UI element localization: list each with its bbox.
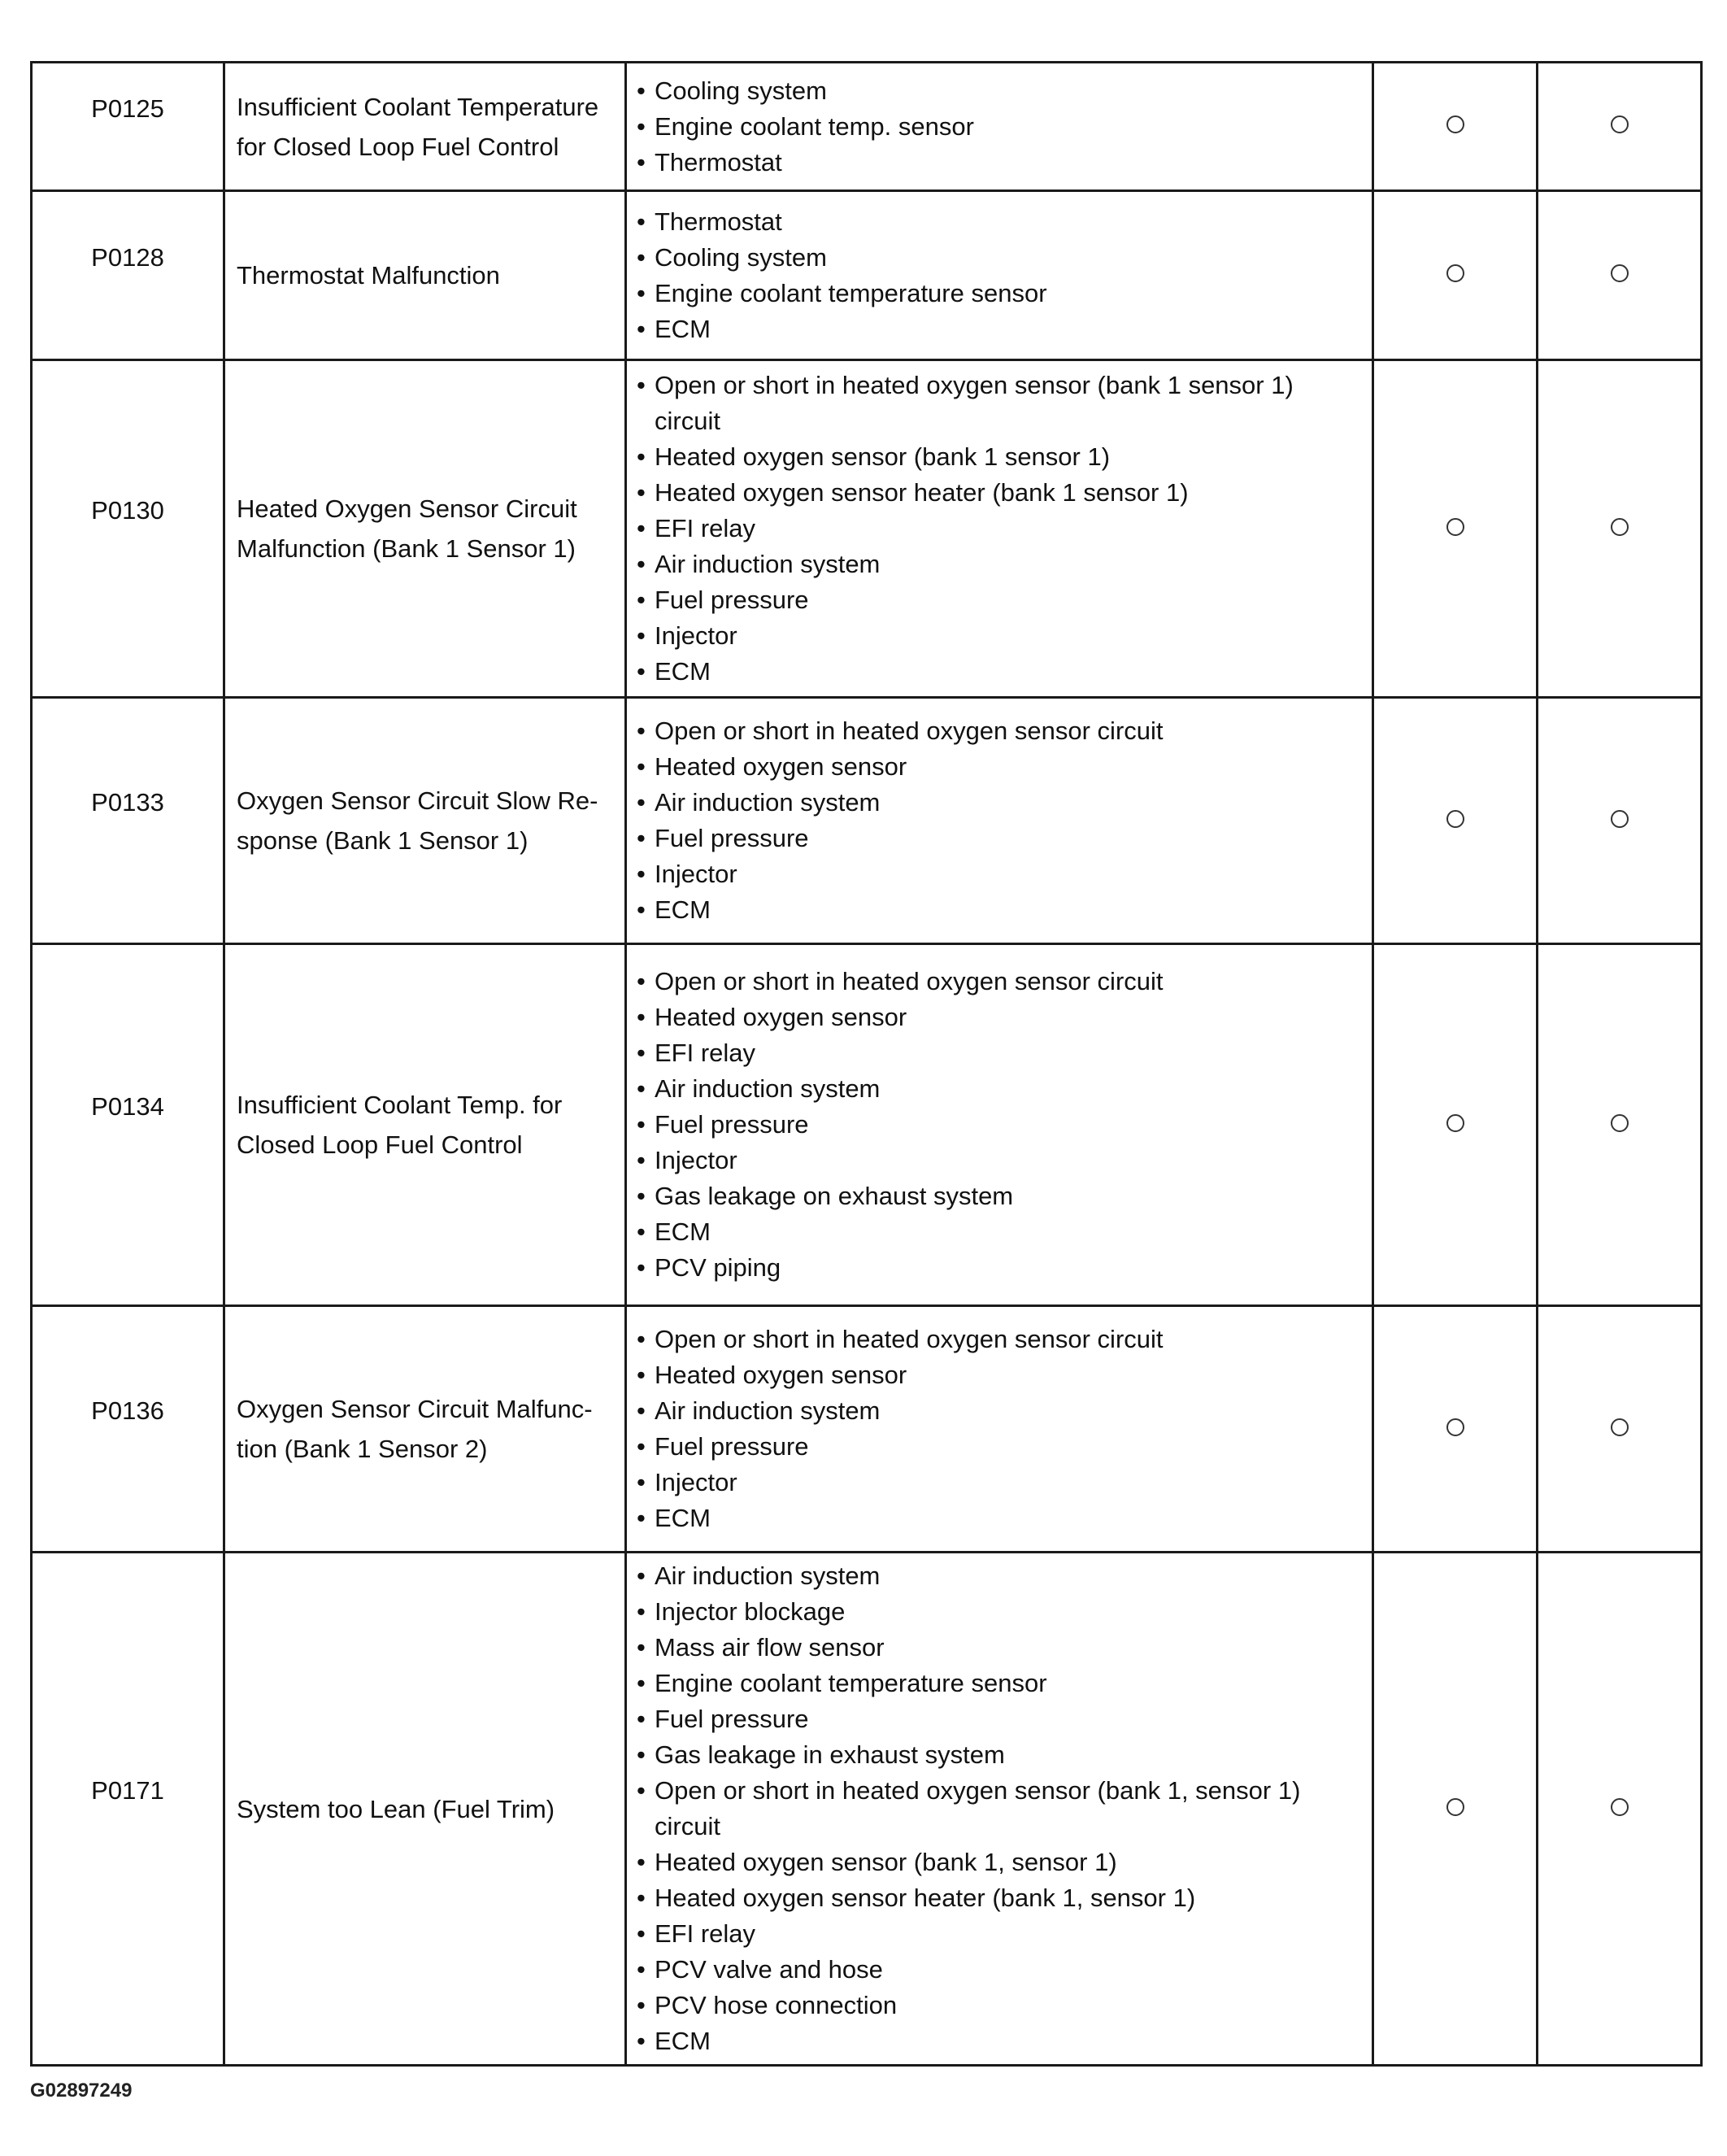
mark-cell — [1373, 191, 1538, 360]
trouble-area-item: • Gas leakage on exhaust system — [637, 1178, 1364, 1214]
dtc-code-cell — [32, 944, 224, 1306]
trouble-area-item: • Injector blockage — [637, 1594, 1364, 1630]
circle-mark-icon — [1611, 264, 1629, 282]
trouble-area-item: • ECM — [637, 2023, 1364, 2059]
trouble-area-cell — [626, 360, 1373, 698]
trouble-area-item: • Open or short in heated oxygen sensor circuit — [637, 964, 1364, 1000]
dtc-code-cell — [32, 191, 224, 360]
detection-item-line: sponse (Bank 1 Sensor 1) — [237, 826, 529, 855]
trouble-area-item: • Cooling system — [637, 240, 1364, 276]
trouble-area-item: • Heated oxygen sensor heater (bank 1 sensor 1) — [637, 475, 1364, 511]
circle-mark-icon — [1446, 1418, 1464, 1436]
trouble-area-item: • EFI relay — [637, 511, 1364, 547]
circle-mark-icon — [1611, 1418, 1629, 1436]
detection-item-line: Heated Oxygen Sensor Circuit — [237, 494, 577, 523]
circle-mark-icon — [1611, 518, 1629, 536]
detection-item-line: Oxygen Sensor Circuit Malfunc- — [237, 1395, 593, 1423]
figure-id-label: G02897249 — [30, 2080, 133, 2102]
trouble-area-item: • Engine coolant temp. sensor — [637, 109, 1364, 145]
dtc-table-body — [32, 63, 1702, 2066]
detection-item-line: System too Lean (Fuel Trim) — [237, 1794, 555, 1823]
trouble-area-list — [637, 964, 1364, 1286]
detection-item-cell — [224, 1306, 626, 1553]
detection-item-line: for Closed Loop Fuel Control — [237, 132, 559, 161]
trouble-area-item: • Open or short in heated oxygen sensor (bank 1 sensor 1) circuit — [637, 368, 1364, 439]
trouble-area-item: • Open or short in heated oxygen sensor (bank 1, sensor 1) circuit — [637, 1773, 1364, 1845]
trouble-area-item: • Heated oxygen sensor — [637, 1357, 1364, 1393]
trouble-area-item: • PCV hose connection — [637, 1988, 1364, 2023]
trouble-area-item: • Heated oxygen sensor (bank 1 sensor 1) — [637, 439, 1364, 475]
circle-mark-icon — [1446, 264, 1464, 282]
dtc-code-cell — [32, 698, 224, 944]
trouble-area-item: • Air induction system — [637, 785, 1364, 821]
trouble-area-item: • ECM — [637, 892, 1364, 928]
trouble-area-item: • Mass air flow sensor — [637, 1630, 1364, 1666]
trouble-area-cell — [626, 1553, 1373, 2066]
trouble-area-item: • Air induction system — [637, 547, 1364, 582]
trouble-area-list — [637, 204, 1364, 347]
detection-item-cell — [224, 360, 626, 698]
table-row — [32, 698, 1702, 944]
dtc-code: P0128 — [91, 242, 164, 272]
trouble-area-item: • EFI relay — [637, 1035, 1364, 1071]
trouble-area-item: • ECM — [637, 654, 1364, 690]
detection-item-line: Insufficient Coolant Temp. for — [237, 1091, 563, 1119]
trouble-area-item: • Open or short in heated oxygen sensor circuit — [637, 713, 1364, 749]
trouble-area-item: • ECM — [637, 1500, 1364, 1536]
mark-cell — [1538, 191, 1702, 360]
circle-mark-icon — [1446, 115, 1464, 133]
circle-mark-icon — [1446, 1798, 1464, 1816]
trouble-area-cell — [626, 63, 1373, 191]
detection-item-line: Oxygen Sensor Circuit Slow Re- — [237, 786, 598, 815]
dtc-code-cell — [32, 360, 224, 698]
mark-cell — [1538, 944, 1702, 1306]
dtc-code: P0125 — [91, 94, 164, 123]
trouble-area-item: • Air induction system — [637, 1558, 1364, 1594]
trouble-area-item: • Heated oxygen sensor — [637, 1000, 1364, 1035]
trouble-area-cell — [626, 698, 1373, 944]
detection-item-cell — [224, 191, 626, 360]
mark-cell — [1373, 1553, 1538, 2066]
detection-item-cell — [224, 63, 626, 191]
trouble-area-item: • Fuel pressure — [637, 821, 1364, 856]
trouble-area-item: • EFI relay — [637, 1916, 1364, 1952]
trouble-area-item: • Fuel pressure — [637, 1701, 1364, 1737]
trouble-area-item: • Injector — [637, 856, 1364, 892]
trouble-area-item: • Fuel pressure — [637, 1107, 1364, 1143]
trouble-area-cell — [626, 191, 1373, 360]
trouble-area-item: • Thermostat — [637, 204, 1364, 240]
dtc-code: P0171 — [91, 1776, 164, 1805]
detection-item-line: Insufficient Coolant Temperature — [237, 92, 599, 121]
circle-mark-icon — [1446, 518, 1464, 536]
trouble-area-item: • Fuel pressure — [637, 582, 1364, 618]
detection-item-line: Malfunction (Bank 1 Sensor 1) — [237, 534, 576, 563]
mark-cell — [1373, 698, 1538, 944]
dtc-table — [30, 61, 1703, 2067]
trouble-area-item: • Injector — [637, 1465, 1364, 1500]
mark-cell — [1538, 1553, 1702, 2066]
mark-cell — [1538, 1306, 1702, 1553]
trouble-area-item: • PCV piping — [637, 1250, 1364, 1286]
mark-cell — [1538, 698, 1702, 944]
dtc-code-cell — [32, 1306, 224, 1553]
trouble-area-item: • Thermostat — [637, 145, 1364, 181]
trouble-area-item: • Engine coolant temperature sensor — [637, 1666, 1364, 1701]
circle-mark-icon — [1611, 1114, 1629, 1132]
trouble-area-list — [637, 1558, 1364, 2059]
detection-item-line: Thermostat Malfunction — [237, 261, 500, 290]
trouble-area-item: • Fuel pressure — [637, 1429, 1364, 1465]
trouble-area-list — [637, 713, 1364, 928]
circle-mark-icon — [1611, 1798, 1629, 1816]
detection-item-cell — [224, 944, 626, 1306]
trouble-area-item: • Air induction system — [637, 1071, 1364, 1107]
trouble-area-item: • Injector — [637, 618, 1364, 654]
trouble-area-cell — [626, 944, 1373, 1306]
trouble-area-item: • ECM — [637, 311, 1364, 347]
mark-cell — [1373, 944, 1538, 1306]
trouble-area-item: • Heated oxygen sensor heater (bank 1, sensor 1) — [637, 1880, 1364, 1916]
trouble-area-item: • Cooling system — [637, 73, 1364, 109]
circle-mark-icon — [1611, 810, 1629, 828]
table-row — [32, 1306, 1702, 1553]
circle-mark-icon — [1446, 810, 1464, 828]
circle-mark-icon — [1446, 1114, 1464, 1132]
table-row — [32, 944, 1702, 1306]
detection-item-cell — [224, 1553, 626, 2066]
trouble-area-item: • Gas leakage in exhaust system — [637, 1737, 1364, 1773]
dtc-code-cell — [32, 63, 224, 191]
detection-item-line: Closed Loop Fuel Control — [237, 1130, 523, 1159]
mark-cell — [1373, 63, 1538, 191]
trouble-area-list — [637, 368, 1364, 690]
trouble-area-item: • Engine coolant temperature sensor — [637, 276, 1364, 311]
dtc-code-cell — [32, 1553, 224, 2066]
trouble-area-item: • Heated oxygen sensor (bank 1, sensor 1) — [637, 1845, 1364, 1880]
table-row — [32, 191, 1702, 360]
dtc-code: P0133 — [91, 788, 164, 817]
dtc-code: P0130 — [91, 496, 164, 525]
dtc-code: P0134 — [91, 1092, 164, 1121]
table-row — [32, 1553, 1702, 2066]
table-row — [32, 360, 1702, 698]
trouble-area-item: • Open or short in heated oxygen sensor circuit — [637, 1322, 1364, 1357]
circle-mark-icon — [1611, 115, 1629, 133]
trouble-area-list — [637, 1322, 1364, 1536]
table-row — [32, 63, 1702, 191]
detection-item-line: tion (Bank 1 Sensor 2) — [237, 1435, 488, 1463]
mark-cell — [1538, 360, 1702, 698]
trouble-area-cell — [626, 1306, 1373, 1553]
mark-cell — [1373, 360, 1538, 698]
mark-cell — [1373, 1306, 1538, 1553]
dtc-code: P0136 — [91, 1396, 164, 1425]
trouble-area-item: • ECM — [637, 1214, 1364, 1250]
mark-cell — [1538, 63, 1702, 191]
trouble-area-item: • Air induction system — [637, 1393, 1364, 1429]
trouble-area-item: • PCV valve and hose — [637, 1952, 1364, 1988]
trouble-area-list — [637, 73, 1364, 181]
detection-item-cell — [224, 698, 626, 944]
trouble-area-item: • Heated oxygen sensor — [637, 749, 1364, 785]
trouble-area-item: • Injector — [637, 1143, 1364, 1178]
